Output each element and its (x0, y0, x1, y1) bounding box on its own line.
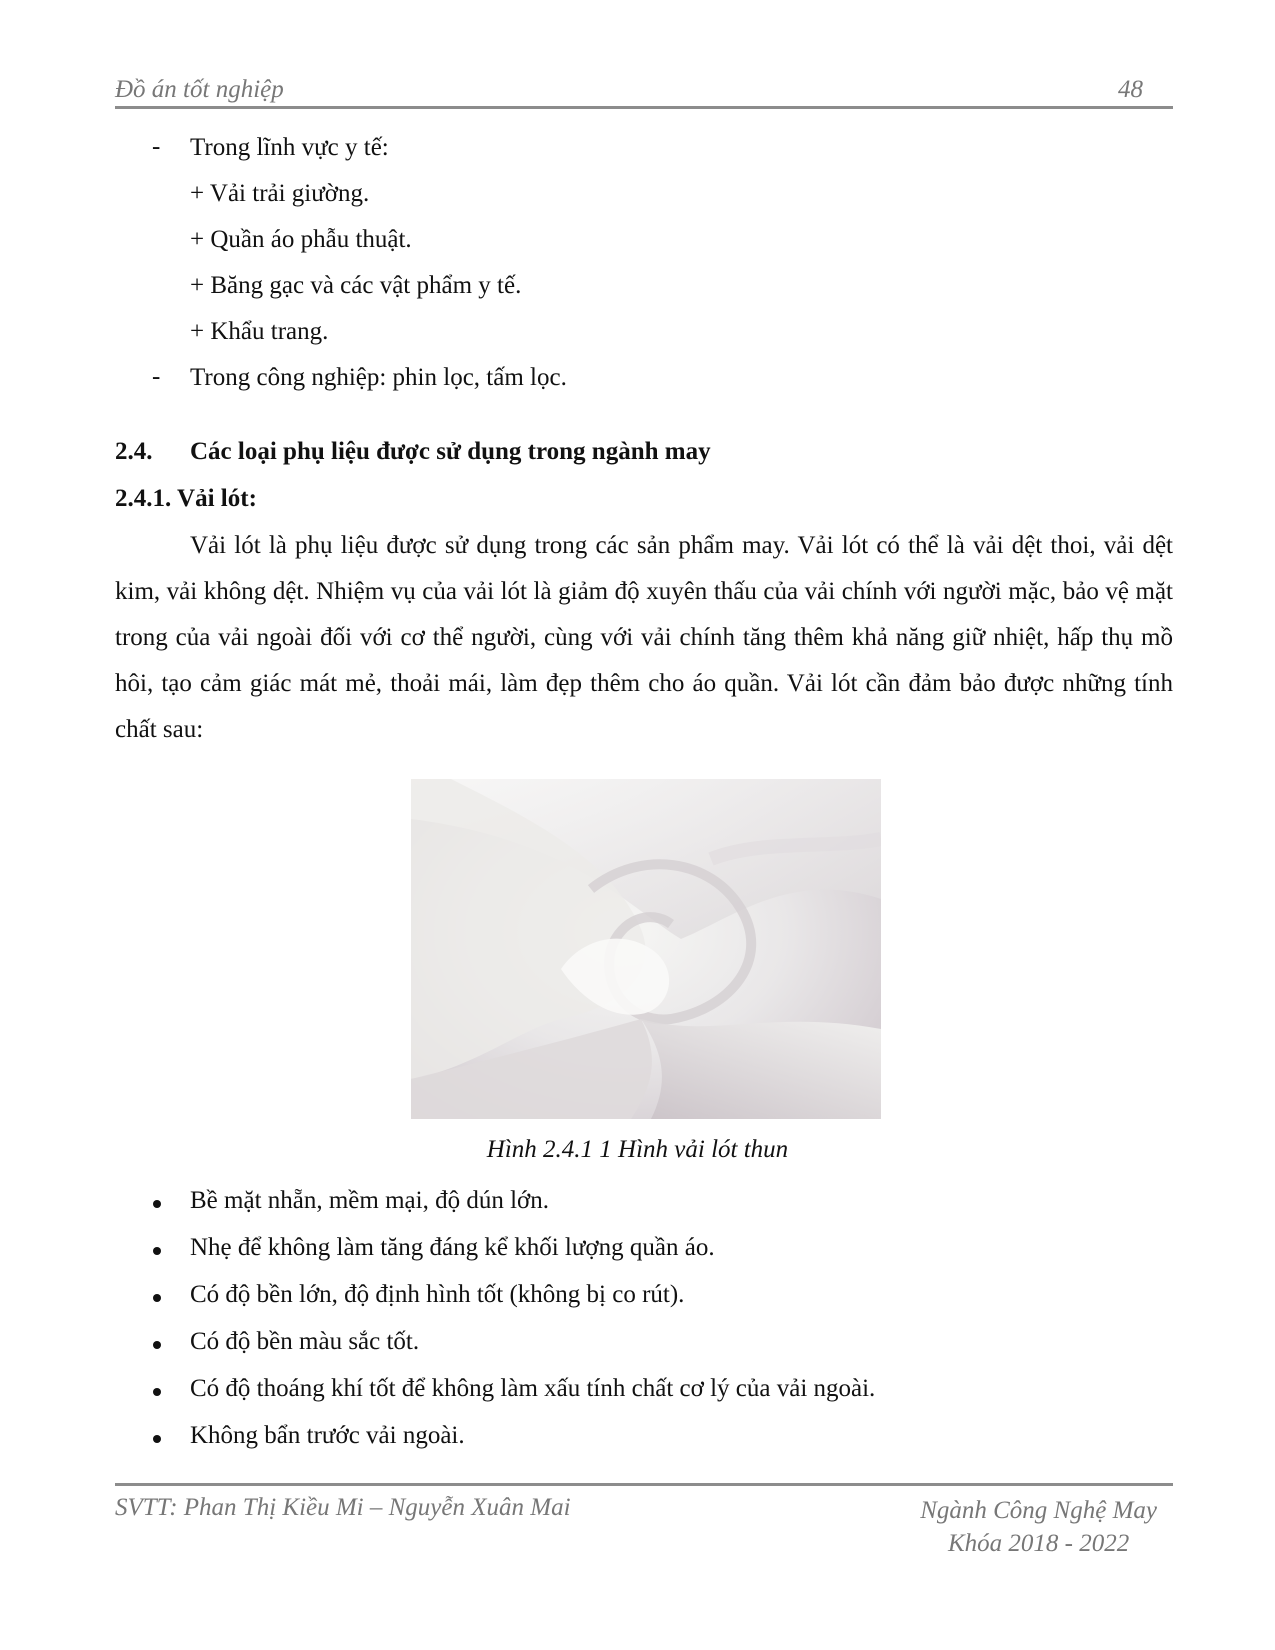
list-item: Không bẩn trước vải ngoài. (190, 1422, 465, 1449)
list-item: Trong công nghiệp: phin lọc, tấm lọc. (190, 364, 567, 391)
list-marker: - (152, 133, 161, 160)
footer-program (920, 1494, 1157, 1560)
list-item: + Vải trải giường. (190, 180, 370, 207)
bullet-icon (153, 1294, 161, 1302)
section-number: 2.4. (115, 438, 153, 465)
bullet-icon (153, 1341, 161, 1349)
list-item: Trong lĩnh vực y tế: (190, 134, 389, 161)
list-item: Có độ bền lớn, độ định hình tốt (không bị co rút). (190, 1281, 685, 1308)
header-title: Đồ án tốt nghiệp (115, 76, 284, 103)
section-title: Các loại phụ liệu được sử dụng trong ngành may (190, 438, 711, 465)
footer-authors: SVTT: Phan Thị Kiều Mi – Nguyễn Xuân Mai (115, 1494, 571, 1521)
list-item: Bề mặt nhẵn, mềm mại, độ dún lớn. (190, 1187, 549, 1214)
fabric-photo (411, 779, 881, 1119)
subsection-title: 2.4.1. Vải lót: (115, 485, 257, 512)
list-item: Có độ thoáng khí tốt để không làm xấu tính chất cơ lý của vải ngoài. (190, 1375, 876, 1402)
page-header (115, 72, 1173, 109)
body-paragraph: Vải lót là phụ liệu được sử dụng trong các sản phẩm may. Vải lót có thể là vải dệt thoi, vải dệt kim, vải không dệt. Nhiệm vụ của vải lót là giảm độ xuyên thấu của vải chính với người mặc, bảo vệ mặt trong của vải ngoài đối với cơ thể người, cùng với vải chính tăng thêm khả năng giữ nhiệt, hấp thụ mồ hôi, tạo cảm giác mát mẻ, thoải mái, làm đẹp thêm cho áo quần. Vải lót cần đảm bảo được những tính chất sau: (115, 532, 1173, 743)
fabric-illustration (411, 779, 881, 1119)
footer-course: Khóa 2018 - 2022 (947, 1530, 1130, 1557)
bullet-icon (153, 1388, 161, 1396)
list-item: + Khẩu trang. (190, 318, 329, 345)
list-item: + Băng gạc và các vật phẩm y tế. (190, 272, 522, 299)
bullet-icon (153, 1200, 161, 1208)
list-item: Có độ bền màu sắc tốt. (190, 1328, 420, 1355)
bullet-icon (153, 1247, 161, 1255)
list-marker: - (152, 363, 161, 390)
list-item: + Quần áo phẫu thuật. (190, 226, 412, 253)
page-number: 48 (1118, 76, 1143, 103)
footer-major: Ngành Công Nghệ May (920, 1497, 1157, 1524)
bullet-icon (153, 1435, 161, 1443)
footer-divider (115, 1483, 1173, 1486)
list-item: Nhẹ để không làm tăng đáng kể khối lượng quần áo. (190, 1234, 715, 1261)
figure-caption: Hình 2.4.1 1 Hình vải lót thun (486, 1136, 789, 1163)
